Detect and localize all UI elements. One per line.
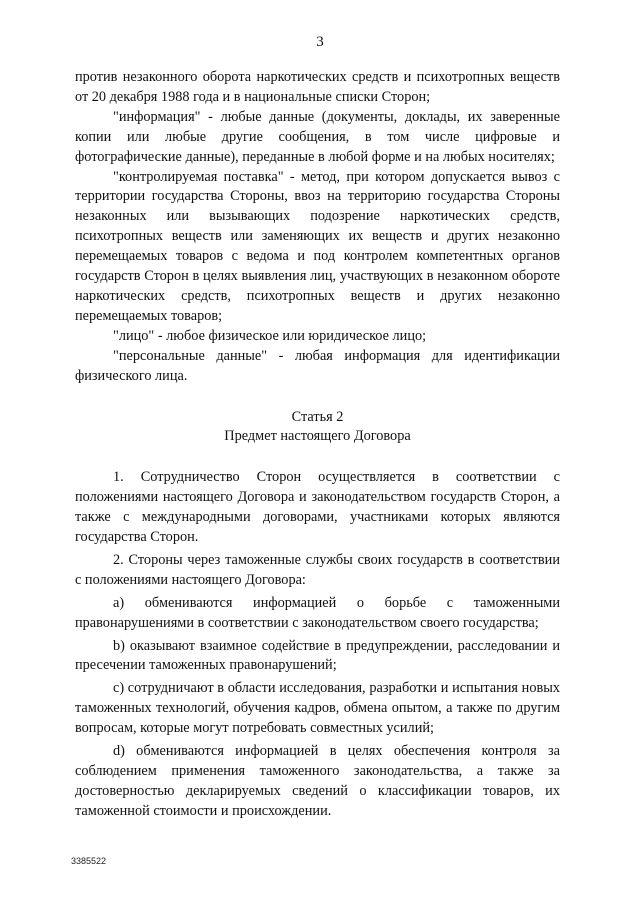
definition-information: "информация" - любые данные (документы, доклады, их заверенные копии или любые другие сообщения, в том числе цифровые и фотографические данные), переданные в любой форме и на любых носителях; (75, 108, 560, 165)
document-code: 3385522 (71, 856, 107, 866)
document-body (75, 68, 560, 822)
article-paragraph-1: 1. Сотрудничество Сторон осуществляется в соответствии с положениями настоящего Договора и законодательством государств Сторон, а также с международными договорами, участниками которых являются государства Сторон. (75, 469, 560, 546)
article-item-c: c) сотрудничают в области исследования, разработки и испытания новых таможенных технологий, обучения кадров, обмена опытом, а также по другим вопросам, которые могут потребовать совместных усилий; (75, 680, 560, 737)
definition-controlled-delivery: "контролируемая поставка" - метод, при котором допускается вывоз с территории государства Стороны, ввоз на территорию государства Стороны незаконных или вызывающих подозрение наркотических средств, психотропных веществ или заменяющих их веществ и других незаконно перемещаемых товаров с ведома и под контролем компетентных органов государств Сторон в целях выявления лиц, участвующих в незаконном обороте наркотических средств, психотропных веществ и других незаконно перемещаемых товаров; (75, 168, 560, 324)
page-number: 3 (316, 34, 324, 50)
definition-person: "лицо" - любое физическое или юридическое лицо; (113, 327, 427, 344)
article-item-d: d) обмениваются информацией в целях обеспечения контроля за соблюдением применения таможенного законодательства, а также за достоверностью декларируемых сведений о классификации товаров, их таможенной стоимости и происхождении. (75, 743, 560, 819)
definition-continuation: против незаконного оборота наркотических средств и психотропных веществ от 20 декабря 1988 года и в национальные списки Сторон; (75, 69, 560, 105)
definition-personal-data: "персональные данные" - любая информация для идентификации физического лица. (75, 347, 560, 384)
article-title: Предмет настоящего Договора (224, 428, 411, 445)
article-item-a: a) обмениваются информацией о борьбе с таможенными правонарушениями в соответствии с законодательством своего государства; (75, 594, 560, 631)
article-number: Статья 2 (291, 408, 344, 425)
article-item-b: b) оказывают взаимное содействие в предупреждении, расследовании и пресечении таможенных правонарушений; (75, 637, 560, 674)
article-paragraph-2: 2. Стороны через таможенные службы своих государств в соответствии с положениями настоящего Договора: (75, 551, 560, 588)
